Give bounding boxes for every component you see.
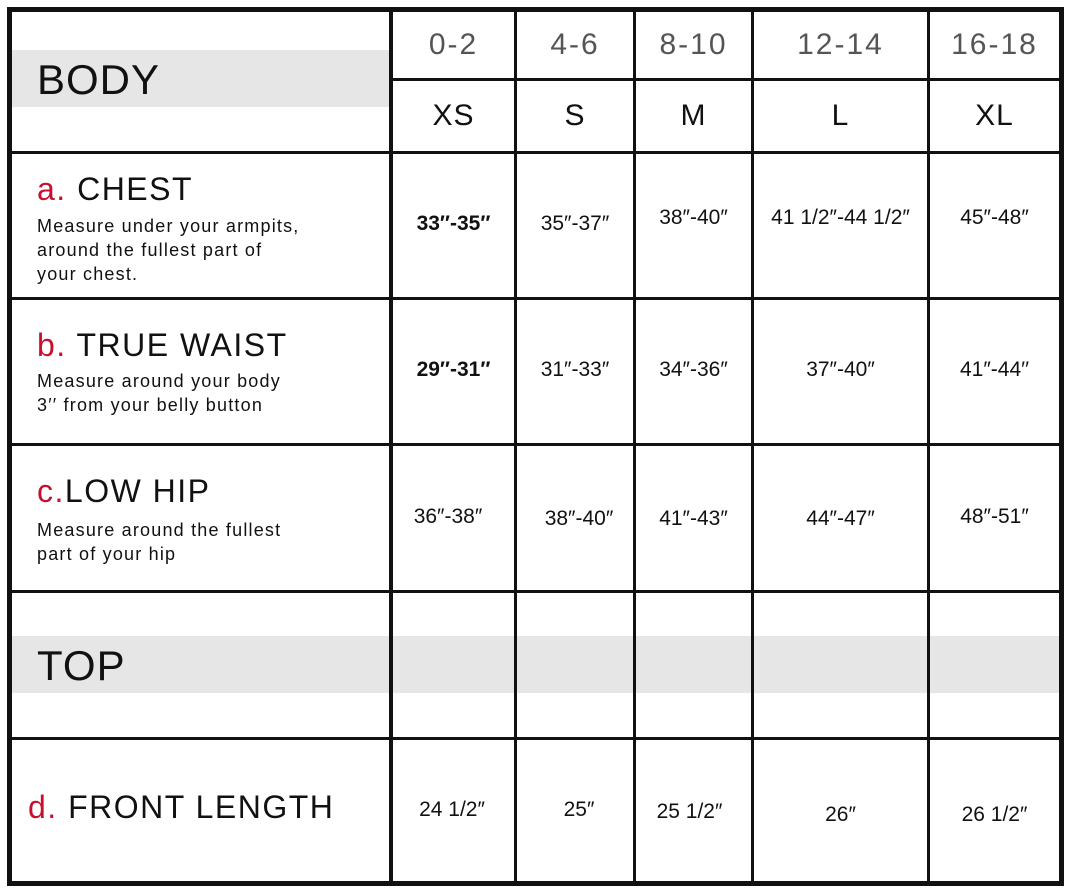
waist-value-xs: 29″-31″ bbox=[416, 358, 491, 381]
chest-value-m: 38″-40″ bbox=[659, 206, 728, 229]
row-divider bbox=[7, 590, 1064, 593]
size-header: M bbox=[680, 99, 707, 132]
hip-value-xs: 36″-38″ bbox=[413, 505, 483, 528]
front-length-value-m: 25 1/2″ bbox=[656, 800, 723, 823]
measurement-name: TRUE WAIST bbox=[76, 327, 288, 363]
age-range-header: 4-6 bbox=[550, 28, 600, 61]
size-header: L bbox=[831, 99, 850, 132]
chest-value-s: 35″-37″ bbox=[540, 212, 610, 235]
measurement-letter: a. bbox=[37, 171, 67, 207]
measurement-description bbox=[37, 369, 281, 417]
measurement-description bbox=[37, 518, 281, 566]
age-range-header: 8-10 bbox=[659, 28, 728, 61]
description-line: 3′′ from your belly button bbox=[37, 395, 264, 415]
description-line: your chest. bbox=[37, 264, 139, 284]
size-header: XL bbox=[975, 99, 1014, 132]
front-length-value-xl: 26 1/2″ bbox=[961, 803, 1028, 826]
front-length-value-s: 25″ bbox=[563, 798, 595, 821]
row-divider bbox=[7, 297, 1064, 300]
description-line: around the fullest part of bbox=[37, 240, 263, 260]
top-section-title: TOP bbox=[37, 642, 126, 689]
top-header-band bbox=[12, 636, 1059, 693]
age-range-header: 16-18 bbox=[951, 28, 1038, 61]
measurement-name: CHEST bbox=[77, 171, 194, 207]
waist-value-l: 37″-40″ bbox=[806, 358, 875, 381]
waist-value-xl: 41″-44′′ bbox=[959, 358, 1030, 381]
age-range-header: 0-2 bbox=[428, 28, 479, 61]
measurement-title-front-length bbox=[28, 789, 334, 826]
hip-value-l: 44″-47″ bbox=[806, 507, 875, 530]
measurement-title-low-hip bbox=[37, 473, 211, 510]
waist-value-m: 34″-36″ bbox=[659, 358, 728, 381]
description-line: Measure around your body bbox=[37, 371, 281, 391]
measurement-letter: d. bbox=[28, 789, 58, 825]
measurement-name: FRONT LENGTH bbox=[68, 789, 335, 825]
measurement-title-chest bbox=[37, 171, 193, 208]
description-line: part of your hip bbox=[37, 544, 177, 564]
measurement-description bbox=[37, 214, 300, 286]
size-header: S bbox=[564, 99, 586, 132]
age-range-header: 12-14 bbox=[797, 28, 884, 61]
front-length-value-xs: 24 1/2″ bbox=[419, 798, 485, 821]
hip-value-m: 41″-43″ bbox=[659, 507, 728, 530]
chest-value-l: 41 1/2″-44 1/2″ bbox=[771, 206, 910, 229]
row-divider bbox=[7, 443, 1064, 446]
hip-value-s: 38″-40″ bbox=[544, 507, 614, 530]
measurement-title-true-waist bbox=[37, 327, 288, 364]
size-header: XS bbox=[432, 99, 475, 132]
description-line: Measure under your armpits, bbox=[37, 216, 300, 236]
measurement-name: LOW HIP bbox=[64, 473, 211, 509]
chest-value-xl: 45″-48″ bbox=[960, 206, 1029, 229]
waist-value-s: 31″-33″ bbox=[540, 358, 610, 381]
body-section-title: BODY bbox=[37, 56, 161, 103]
row-divider bbox=[7, 151, 1064, 154]
chest-value-xs: 33″-35″ bbox=[416, 212, 491, 235]
hip-value-xl: 48″-51″ bbox=[960, 505, 1029, 528]
row-divider bbox=[7, 737, 1064, 740]
measurement-letter: c. bbox=[37, 473, 65, 509]
description-line: Measure around the fullest bbox=[37, 520, 282, 540]
front-length-value-l: 26″ bbox=[825, 803, 856, 826]
measurement-letter: b. bbox=[37, 327, 67, 363]
